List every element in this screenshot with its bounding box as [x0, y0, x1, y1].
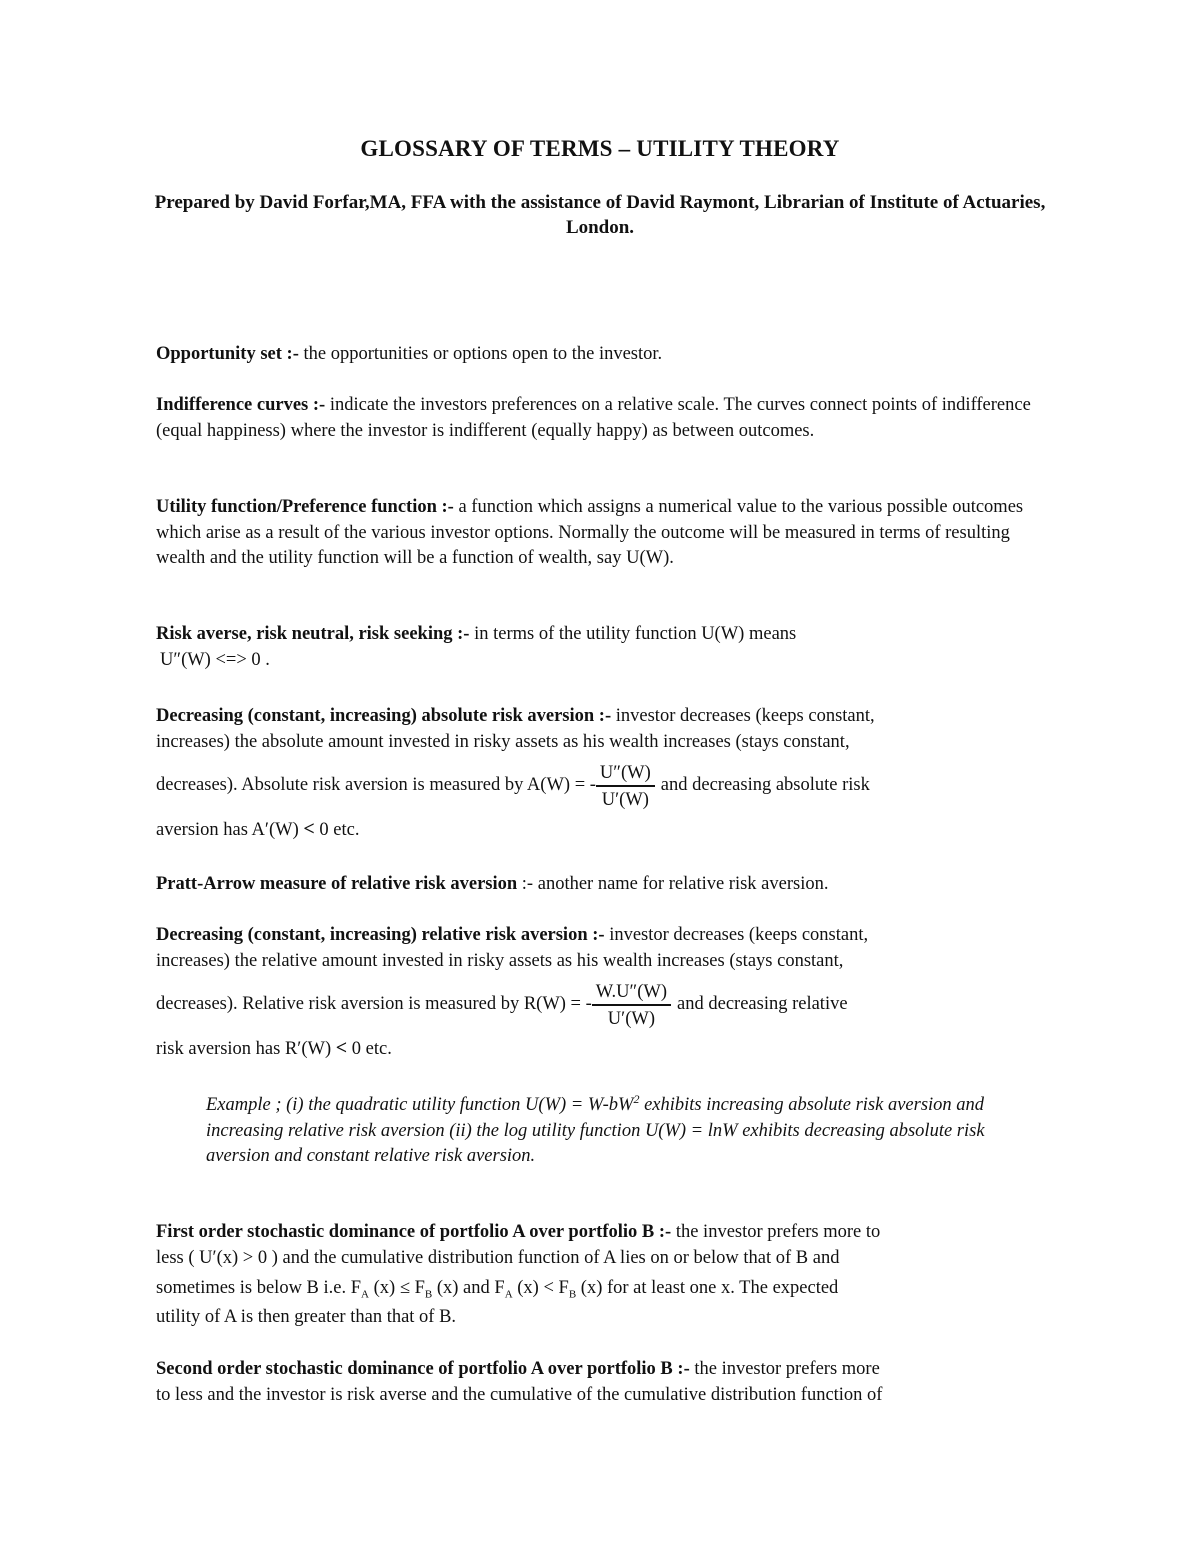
entry-indifference-curves [156, 393, 1046, 444]
entry-utility-function [156, 495, 1046, 572]
condition-text: sometimes is below B i.e. F [156, 1278, 362, 1298]
subscript-b: B [424, 1288, 433, 1301]
term-label: Indifference curves [156, 395, 309, 415]
term-separator: :- [457, 624, 470, 644]
fraction-denominator: U′(W) [601, 789, 649, 810]
term-label: Second order stochastic dominance of portfolio A over portfolio B [156, 1359, 673, 1379]
absolute-risk-formula-line [156, 755, 1046, 817]
less-than-sign: < [303, 818, 315, 840]
example-block [206, 1093, 996, 1170]
condition-text: (x) < F [512, 1278, 569, 1298]
relative-risk-formula-line [156, 974, 1046, 1036]
fraction-denominator: U′(W) [607, 1008, 655, 1029]
term-label: Risk averse, risk neutral, risk seeking [156, 624, 453, 644]
superscript-exponent: 2 [633, 1091, 640, 1106]
entry-opportunity-set [156, 342, 1046, 368]
definition-line: aversion has A′(W) [156, 820, 304, 840]
entry-first-order-dominance [156, 1220, 1046, 1331]
term-definition: in terms of the utility function U(W) means [469, 624, 797, 644]
example-text-start: Example ; (i) the quadratic utility function U(W) = W-bW [206, 1095, 634, 1115]
term-label: Utility function/Preference function [156, 497, 437, 517]
term-separator: :- [592, 925, 605, 945]
term-separator: :- [598, 706, 612, 726]
term-separator: :- [312, 395, 326, 415]
fraction-numerator: W.U″(W) [595, 981, 668, 1002]
entry-risk-attitude [156, 622, 1046, 673]
term-separator: :- [677, 1359, 690, 1379]
term-label: Decreasing (constant, increasing) absolute risk aversion [156, 706, 595, 726]
term-separator: :- [441, 497, 454, 517]
term-label: Pratt-Arrow measure of relative risk aversion [156, 874, 518, 894]
absolute-risk-fraction [596, 762, 655, 811]
definition-line-end: 0 etc. [314, 820, 360, 840]
condition-text: (x) for at least one x. The expected [576, 1278, 839, 1298]
term-separator: :- [658, 1222, 672, 1242]
definition-line: increases) the absolute amount invested in risky assets as his wealth increases (stays constant, [156, 731, 850, 752]
subscript-a: A [504, 1288, 513, 1301]
entry-second-order-dominance [156, 1357, 1046, 1408]
condition-text: (x) and F [432, 1278, 505, 1298]
relative-risk-fraction [592, 981, 671, 1030]
condition-text: (x) ≤ F [369, 1278, 425, 1298]
example-text-rest: exhibits increasing absolute risk aversion and increasing relative risk aversion (ii) the log utility function U(W) = lnW exhibits decreasing absolute risk aversion and constant relative risk aversion. [206, 1095, 985, 1166]
term-label: Decreasing (constant, increasing) relative risk aversion [156, 925, 588, 945]
term-definition: investor decreases (keeps constant, [611, 706, 875, 726]
formula-suffix: and decreasing relative [677, 994, 848, 1015]
formula-prefix: decreases). Relative risk aversion is measured by R(W) = - [156, 994, 592, 1015]
term-definition: the investor prefers more [689, 1359, 880, 1379]
term-separator: :- [521, 874, 534, 894]
entry-pratt-arrow [156, 872, 1046, 898]
fraction-numerator: U″(W) [599, 762, 651, 783]
subscript-b: B [568, 1288, 577, 1301]
document-subtitle: Prepared by David Forfar,MA, FFA with the assistance of David Raymont, Librarian of Institute of Actuaries, London. [154, 192, 1046, 238]
term-definition: the investor prefers more to [671, 1222, 881, 1242]
term-label: First order stochastic dominance of portfolio A over portfolio B [156, 1222, 655, 1242]
term-separator: :- [286, 344, 299, 364]
definition-line: risk aversion has R′(W) [156, 1039, 336, 1059]
subscript-a: A [361, 1288, 369, 1301]
term-definition: indicate the investors preferences on a relative scale. The curves connect points of indifference (equal happiness) where the investor is indifferent (equally happy) as between outcomes. [156, 395, 1031, 441]
entry-absolute-risk-aversion [156, 704, 1046, 844]
term-definition: investor decreases (keeps constant, [604, 925, 869, 945]
definition-line: utility of A is then greater than that of B. [156, 1307, 457, 1327]
term-definition: the opportunities or options open to the investor. [298, 344, 663, 364]
definition-line: less ( U′(x) > 0 ) and the cumulative distribution function of A lies on or below that of B and [156, 1247, 840, 1268]
formula-suffix: and decreasing absolute risk [660, 775, 870, 796]
document-title: GLOSSARY OF TERMS – UTILITY THEORY [360, 136, 840, 161]
risk-formula: U″(W) <=> 0 . [160, 649, 270, 670]
entry-relative-risk-aversion [156, 923, 1046, 1063]
definition-line: to less and the investor is risk averse and the cumulative of the cumulative distribution function of [156, 1384, 883, 1405]
term-definition: another name for relative risk aversion. [533, 874, 829, 894]
term-definition: a function which assigns a numerical value to the various possible outcomes which arise as a result of the various investor options. Normally the outcome will be measured in terms of resulting wealth and the utility function will be a function of wealth, say U(W). [156, 497, 1024, 568]
dominance-condition-line [156, 1271, 1046, 1305]
less-than-sign: < [335, 1037, 348, 1059]
formula-prefix: decreases). Absolute risk aversion is measured by A(W) = - [156, 775, 596, 796]
definition-line: increases) the relative amount invested in risky assets as his wealth increases (stays constant, [156, 950, 844, 971]
term-label: Opportunity set [156, 344, 282, 364]
definition-line-end: 0 etc. [347, 1039, 392, 1059]
